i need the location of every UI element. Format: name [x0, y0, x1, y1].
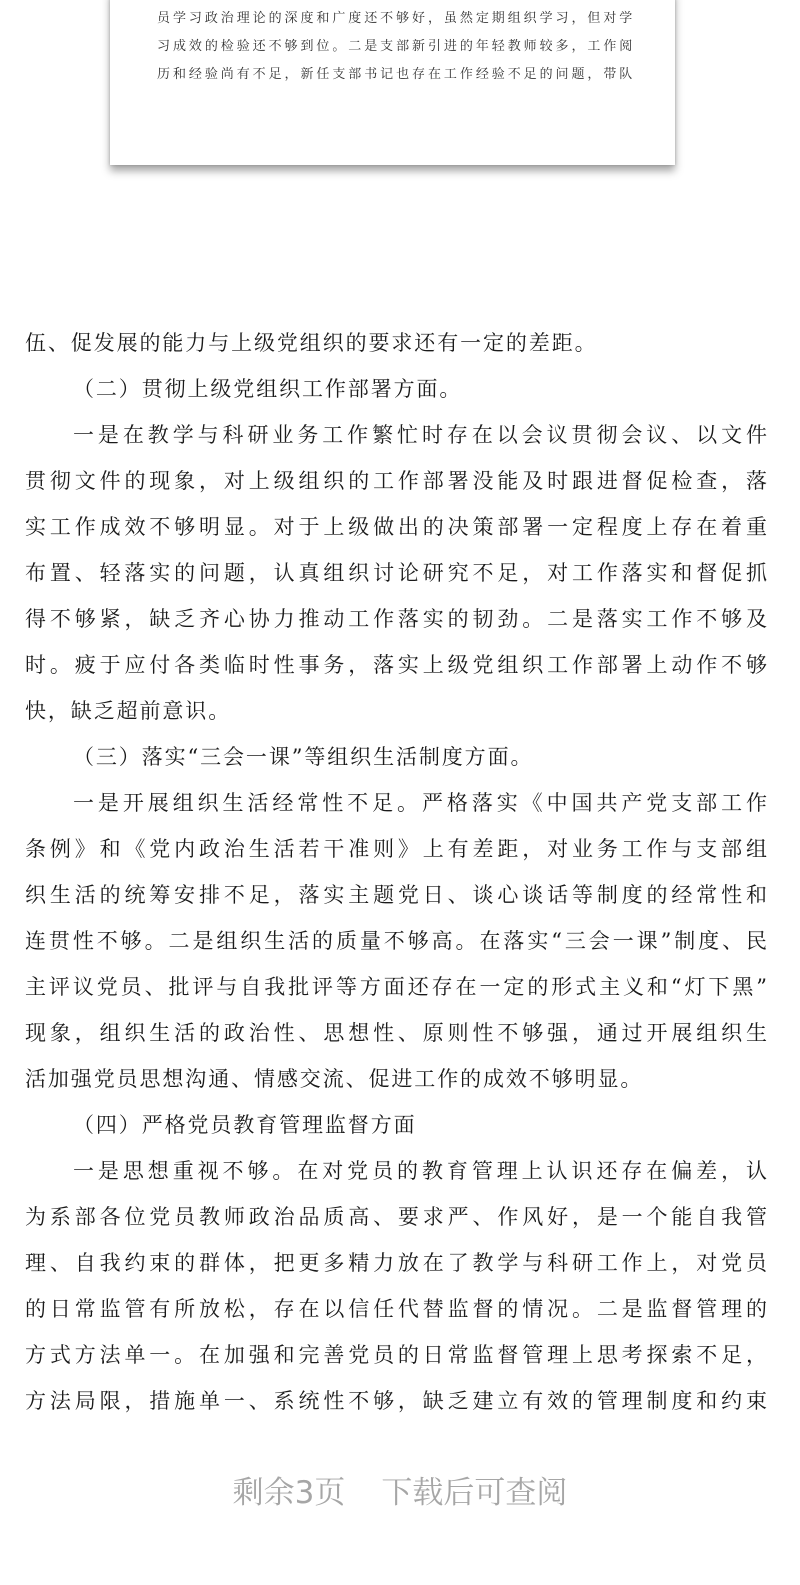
text-line: 时。疲于应付各类临时性事务，落实上级党组织工作部署上动作不够 [25, 653, 767, 677]
preview-page-card [110, 0, 675, 165]
card-text-line: 历和经验尚有不足，新任支部书记也存在工作经验不足的问题，带队 [157, 67, 634, 82]
text-line: 的日常监管有所放松，存在以信任代替监督的情况。二是监督管理的 [25, 1297, 767, 1321]
text-line: 布置、轻落实的问题，认真组织讨论研究不足，对工作落实和督促抓 [25, 561, 767, 585]
text-line: 方式方法单一。在加强和完善党员的日常监督管理上思考探索不足， [25, 1343, 767, 1367]
card-text-line: 员学习政治理论的深度和广度还不够好，虽然定期组织学习，但对学 [157, 11, 634, 26]
text-line: 得不够紧，缺乏齐心协力推动工作落实的韧劲。二是落实工作不够及 [25, 607, 767, 631]
text-line: 一是思想重视不够。在对党员的教育管理上认识还存在偏差，认 [73, 1159, 767, 1183]
card-text-line: 习成效的检验还不够到位。二是支部新引进的年轻教师较多，工作阅 [157, 39, 634, 54]
download-to-view-label[interactable]: 下载后可查阅 [381, 1475, 568, 1511]
text-line: 伍、促发展的能力与上级党组织的要求还有一定的差距。 [25, 331, 598, 355]
text-line: 织生活的统筹安排不足，落实主题党日、谈心谈话等制度的经常性和 [25, 883, 767, 907]
text-line: 快，缺乏超前意识。 [25, 699, 232, 723]
text-line: 理、自我约束的群体，把更多精力放在了教学与科研工作上，对党员 [25, 1251, 767, 1275]
text-line: 方法局限，措施单一、系统性不够，缺乏建立有效的管理制度和约束 [25, 1389, 767, 1413]
section-heading: （二）贯彻上级党组织工作部署方面。 [73, 377, 463, 401]
section-heading: （四）严格党员教育管理监督方面 [73, 1113, 417, 1137]
section-heading: （三）落实“三会一课”等组织生活制度方面。 [73, 745, 534, 769]
text-line: 为系部各位党员教师政治品质高、要求严、作风好，是一个能自我管 [25, 1205, 767, 1229]
text-line: 条例》和《党内政治生活若干准则》上有差距，对业务工作与支部组 [25, 837, 767, 861]
download-prompt[interactable] [0, 1467, 800, 1512]
text-line: 连贯性不够。二是组织生活的质量不够高。在落实“三会一课”制度、民 [25, 929, 767, 953]
remaining-pages-label: 剩余3页 [232, 1475, 346, 1511]
text-line: 一是开展组织生活经常性不足。严格落实《中国共产党支部工作 [73, 791, 767, 815]
text-line: 主评议党员、批评与自我批评等方面还存在一定的形式主义和“灯下黑” [25, 975, 767, 999]
text-line: 现象，组织生活的政治性、思想性、原则性不够强，通过开展组织生 [25, 1021, 767, 1045]
text-line: 一是在教学与科研业务工作繁忙时存在以会议贯彻会议、以文件 [73, 423, 767, 447]
document-body [25, 320, 767, 1424]
text-line: 贯彻文件的现象，对上级组织的工作部署没能及时跟进督促检查，落 [25, 469, 767, 493]
text-line: 活加强党员思想沟通、情感交流、促进工作的成效不够明显。 [25, 1067, 644, 1091]
text-line: 实工作成效不够明显。对于上级做出的决策部署一定程度上存在着重 [25, 515, 767, 539]
